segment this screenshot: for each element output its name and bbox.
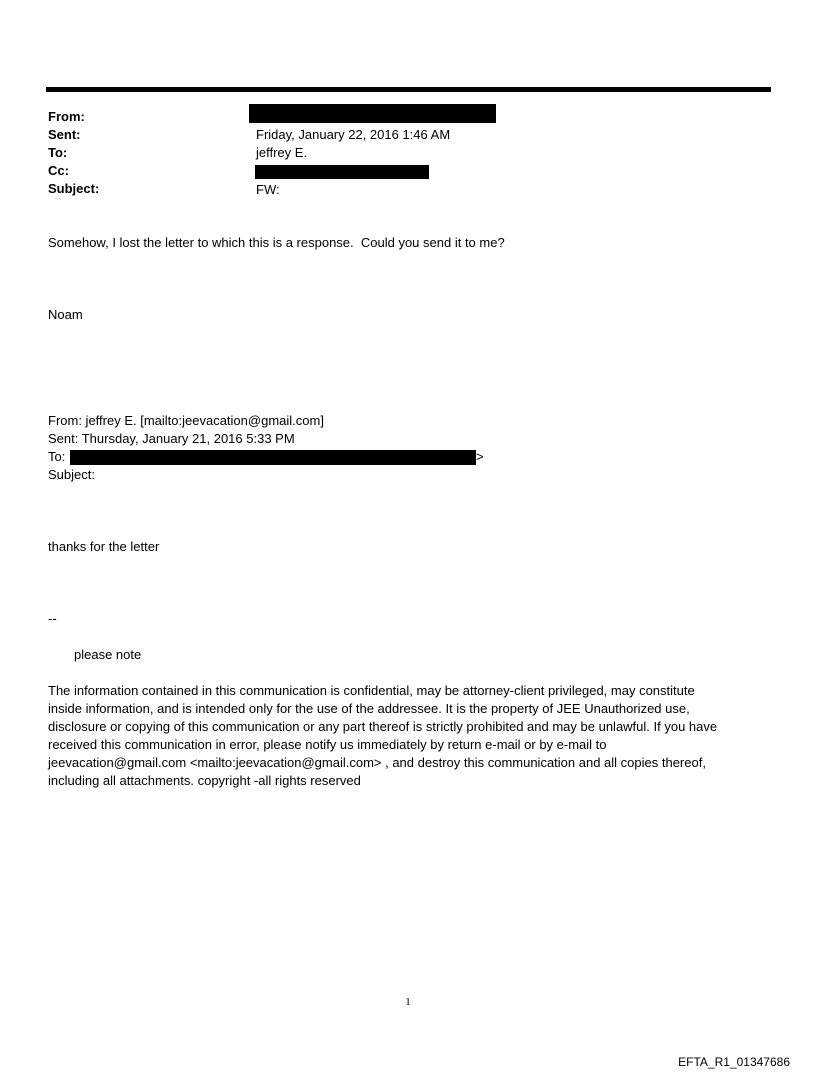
disclaimer	[48, 682, 768, 790]
signature-separator: --	[48, 611, 57, 626]
forwarded-to-trailing: >	[476, 449, 484, 464]
forwarded-subject: Subject:	[48, 467, 95, 482]
redacted-from	[249, 104, 496, 123]
disclaimer-line: The information contained in this communication is confidential, may be attorney-client privileged, may constitute	[48, 683, 695, 698]
disclaimer-line: disclosure or copying of this communication or any part thereof is strictly prohibited and may be unlawful. If you have	[48, 719, 718, 734]
bates-number: EFTA_R1_01347686	[678, 1055, 790, 1069]
disclaimer-line: received this communication in error, please notify us immediately by return e-mail or by e-mail to	[48, 737, 607, 752]
sent-label: Sent:	[48, 127, 81, 142]
forwarded-from: From: jeffrey E. [mailto:jeevacation@gmail.com]	[48, 413, 324, 428]
cc-label: Cc:	[48, 163, 69, 178]
forwarded-body: thanks for the letter	[48, 539, 160, 554]
subject-value: FW:	[256, 182, 280, 197]
from-label: From:	[48, 109, 85, 124]
redacted-forwarded-to	[70, 450, 476, 465]
signature: Noam	[48, 307, 83, 322]
forwarded-sent: Sent: Thursday, January 21, 2016 5:33 PM	[48, 431, 295, 446]
redacted-cc	[255, 165, 429, 179]
page-number: 1	[405, 996, 411, 1008]
subject-label: Subject:	[48, 181, 100, 196]
message-line: Somehow, I lost the letter to which this is a response. Could you send it to me?	[48, 235, 505, 250]
sent-value: Friday, January 22, 2016 1:46 AM	[256, 127, 451, 142]
disclaimer-line: inside information, and is intended only for the use of the addressee. It is the property of JEE Unauthorized use,	[48, 701, 690, 716]
to-label: To:	[48, 145, 68, 160]
header-rule	[46, 87, 771, 92]
forwarded-to-label: To:	[48, 449, 66, 464]
please-note: please note	[74, 647, 142, 662]
disclaimer-line: jeevacation@gmail.com <mailto:jeevacation@gmail.com> , and destroy this communication and all copies thereof,	[48, 755, 706, 770]
disclaimer-line: including all attachments. copyright -all rights reserved	[48, 773, 361, 788]
to-value: jeffrey E.	[256, 145, 308, 160]
